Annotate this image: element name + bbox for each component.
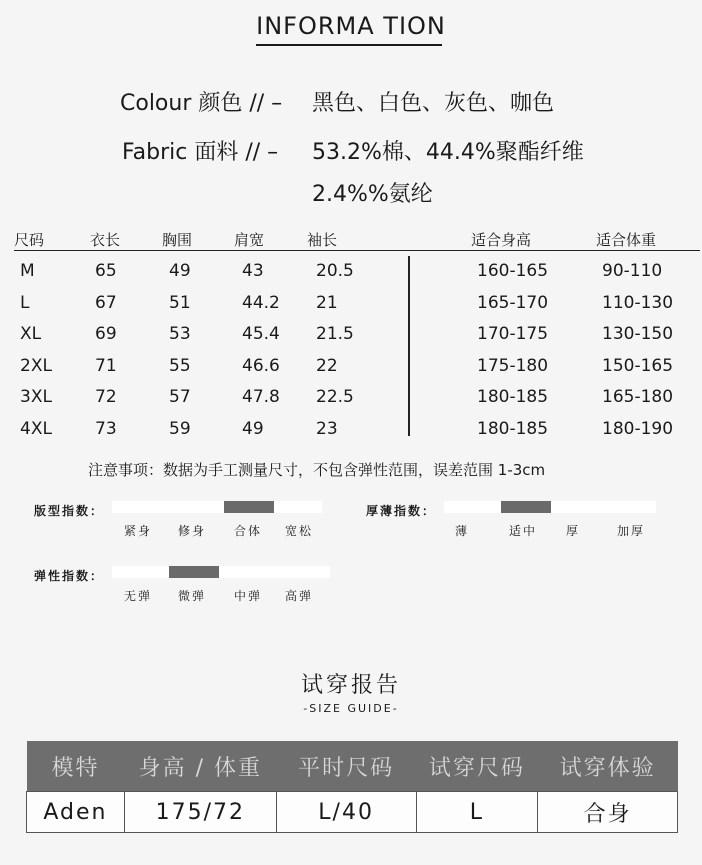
size-cell: 73 [95, 418, 117, 439]
colour-label: Colour 颜色 // – [120, 91, 283, 116]
size-header: 衣长 [90, 231, 121, 249]
try-on-header: 试穿体验 [538, 741, 678, 792]
fit-option: 修身 [178, 524, 207, 538]
elasticity-option: 高弹 [285, 589, 314, 603]
elasticity-option: 中弹 [234, 589, 263, 603]
size-cell: 21.5 [316, 324, 354, 344]
report-subtitle: -SIZE GUIDE- [303, 702, 399, 715]
size-cell: 67 [95, 292, 117, 313]
size-header: 适合身高 [471, 231, 532, 249]
size-label: 3XL [20, 387, 52, 407]
report-title: 试穿报告 [300, 673, 401, 698]
size-label: M [20, 261, 35, 281]
try-on-header: 模特 [27, 741, 125, 792]
title-underline [256, 44, 442, 46]
table-divider [14, 250, 700, 251]
fit-option: 宽松 [285, 524, 314, 538]
size-cell: 71 [95, 355, 117, 376]
size-cell: 57 [169, 387, 191, 407]
size-cell: 20.5 [316, 261, 354, 281]
size-cell: 69 [95, 324, 117, 344]
size-cell: 72 [95, 387, 117, 407]
size-header: 袖长 [307, 231, 338, 249]
fit-index-label: 版型指数： [34, 504, 105, 518]
size-cell: 170-175 [477, 324, 549, 344]
size-cell: 65 [95, 261, 117, 281]
size-cell: 23 [316, 418, 338, 439]
fit-option: 合体 [234, 524, 263, 538]
try-on-header: 身高 / 体重 [124, 741, 276, 792]
height-weight: 175/72 [124, 792, 276, 833]
fabric-label: Fabric 面料 // – [122, 140, 279, 165]
elasticity-index-label: 弹性指数： [34, 569, 105, 583]
thickness-option: 加厚 [617, 524, 646, 538]
size-header: 适合体重 [596, 231, 657, 249]
size-cell: 165-170 [477, 292, 549, 313]
size-label: 4XL [20, 418, 52, 439]
size-cell: 51 [169, 292, 191, 313]
thickness-option: 适中 [509, 524, 538, 538]
size-cell: 45.4 [242, 324, 280, 344]
size-label: XL [20, 324, 42, 344]
try-on-header-row [27, 741, 678, 792]
size-label: 2XL [20, 355, 52, 376]
size-cell: 44.2 [242, 292, 280, 313]
size-cell: 53 [169, 324, 191, 344]
thickness-option: 厚 [566, 524, 581, 538]
thickness-index-label: 厚薄指数： [366, 504, 437, 518]
size-cell: 21 [316, 292, 338, 313]
model-name: Aden [27, 792, 125, 833]
fit-experience: 合身 [538, 792, 678, 833]
fabric-value-2: 2.4%%氨纶 [312, 182, 433, 207]
size-cell: 22 [316, 355, 338, 376]
size-header: 肩宽 [234, 231, 265, 249]
fit-index-indicator [224, 501, 274, 513]
size-cell: 180-185 [477, 387, 549, 407]
size-cell: 49 [169, 261, 191, 281]
size-cell: 175-180 [477, 355, 549, 376]
thickness-index-indicator [501, 501, 551, 513]
elasticity-index-indicator [169, 566, 219, 578]
size-cell: 110-130 [602, 292, 674, 313]
fit-index-track [112, 501, 322, 513]
fabric-value: 53.2%棉、44.4%聚酯纤维 [312, 140, 584, 165]
elasticity-option: 微弹 [178, 589, 207, 603]
colour-value: 黑色、白色、灰色、咖色 [312, 91, 555, 116]
try-on-row [27, 792, 678, 833]
size-cell: 43 [242, 261, 264, 281]
size-label: L [20, 292, 30, 313]
size-cell: 46.6 [242, 355, 280, 376]
size-cell: 59 [169, 418, 191, 439]
colour-row [120, 86, 282, 117]
size-cell: 49 [242, 418, 264, 439]
size-header: 胸围 [162, 231, 193, 249]
usual-size: L/40 [276, 792, 416, 833]
size-cell: 47.8 [242, 387, 280, 407]
size-cell: 165-180 [602, 387, 674, 407]
size-cell: 55 [169, 355, 191, 376]
elasticity-index-track [112, 566, 330, 578]
thickness-option: 薄 [455, 524, 470, 538]
size-cell: 180-190 [602, 418, 674, 439]
fit-option: 紧身 [124, 524, 153, 538]
size-cell: 160-165 [477, 261, 549, 281]
section-title: INFORMA TION [256, 12, 446, 40]
measurement-note: 注意事项：数据为手工测量尺寸，不包含弹性范围，误差范围 1-3cm [88, 461, 546, 479]
size-cell: 150-165 [602, 355, 674, 376]
table-divider-vertical [408, 256, 410, 436]
tried-size: L [416, 792, 538, 833]
size-cell: 90-110 [602, 261, 663, 281]
try-on-header: 平时尺码 [276, 741, 416, 792]
size-header: 尺码 [14, 231, 45, 249]
size-cell: 130-150 [602, 324, 674, 344]
try-on-table [26, 741, 678, 833]
elasticity-option: 无弹 [124, 589, 153, 603]
size-cell: 180-185 [477, 418, 549, 439]
size-cell: 22.5 [316, 387, 354, 407]
try-on-header: 试穿尺码 [416, 741, 538, 792]
